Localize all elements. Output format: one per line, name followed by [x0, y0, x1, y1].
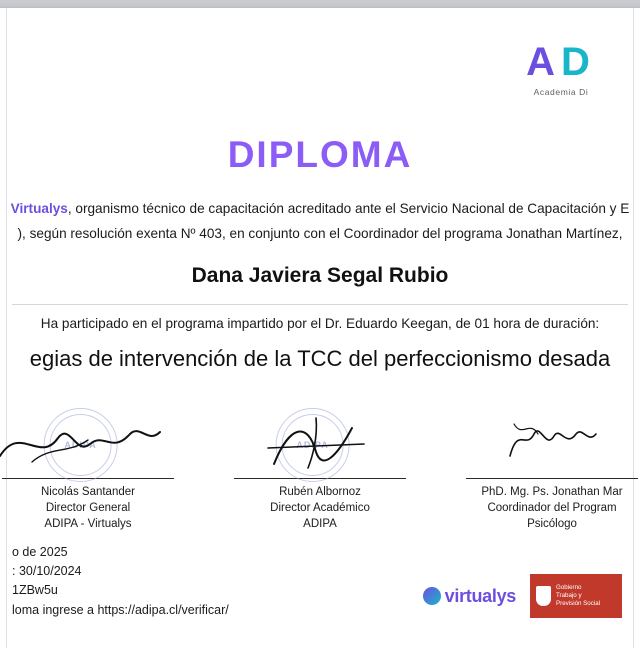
signature-name-2: Rubén Albornoz — [279, 486, 361, 498]
signature-block-2 — [212, 404, 428, 532]
signature-role-3: Coordinador del Program — [487, 502, 617, 515]
adipa-logo-mark — [466, 42, 640, 82]
gobierno-line-1: Gobierno — [556, 584, 582, 592]
footer-line-verify: loma ingrese a https://adipa.cl/verificar/ — [12, 602, 229, 617]
signature-block-3 — [444, 404, 640, 532]
signature-name-3: PhD. Mg. Ps. Jonathan Mar — [481, 486, 623, 498]
participation-text: Ha participado en el programa impartido por el Dr. Eduardo Keegan, de 01 hora de duración: — [40, 316, 600, 331]
divider — [12, 304, 628, 305]
virtualys-mark-icon — [423, 587, 441, 605]
virtualys-logo-text: virtualys — [444, 585, 516, 606]
recipient-name: Dana Javiera Segal Rubio — [191, 264, 449, 287]
course-title: egias de intervención de la TCC del perfeccionismo desada — [29, 346, 611, 371]
adipa-logo — [466, 42, 640, 97]
signature-art-2 — [212, 404, 428, 476]
signature-name-1: Nicolás Santander — [41, 486, 135, 498]
signature-art-1 — [0, 404, 196, 476]
signature-org-1: ADIPA - Virtualys — [44, 518, 132, 531]
signature-role-2: Director Académico — [270, 502, 370, 515]
handwritten-signature-3 — [444, 404, 640, 476]
footer-line-issued: : 30/10/2024 — [12, 563, 82, 578]
signature-row — [0, 404, 640, 532]
stamp-label-2: ADIPA — [296, 440, 329, 450]
signature-line-3 — [466, 478, 638, 479]
signature-role-1: Director General — [45, 502, 131, 515]
signature-org-3: Psicólogo — [527, 518, 577, 531]
stamp-label-1: ADIPA — [64, 440, 97, 450]
certificate-page — [0, 8, 640, 648]
gobierno-line-2: Trabajo y — [556, 592, 582, 600]
adipa-logo-subtitle: Academia Di — [533, 87, 589, 97]
footer-line-date: o de 2025 — [12, 544, 68, 559]
signature-block-1 — [0, 404, 196, 532]
intro-paragraph-line-2: ), según resolución exenta Nº 403, en conjunto con el Coordinador del programa Jonathan Martínez, — [17, 226, 623, 241]
gobierno-logo — [530, 574, 622, 618]
brand-name: Virtualys — [10, 201, 68, 216]
footer-details — [12, 543, 229, 621]
footer-logo-row — [423, 574, 622, 618]
intro-paragraph-line-1-rest: , organismo técnico de capacitación acreditado ante el Servicio Nacional de Capacitación y E — [67, 201, 630, 216]
logo-letter-d: D — [561, 40, 596, 84]
intro-paragraph-line-1 — [0, 198, 640, 219]
gobierno-emblem-icon — [536, 586, 551, 606]
gobierno-line-3: Previsión Social — [556, 599, 601, 607]
handwritten-signature-2 — [212, 404, 428, 476]
page-title: DIPLOMA — [227, 134, 413, 175]
footer-line-code: 1ZBw5u — [12, 583, 58, 598]
handwritten-signature-1 — [0, 404, 196, 476]
signature-art-3 — [444, 404, 640, 476]
logo-letter-a: A — [526, 40, 561, 84]
signature-org-2: ADIPA — [303, 518, 337, 531]
virtualys-logo — [423, 586, 516, 607]
